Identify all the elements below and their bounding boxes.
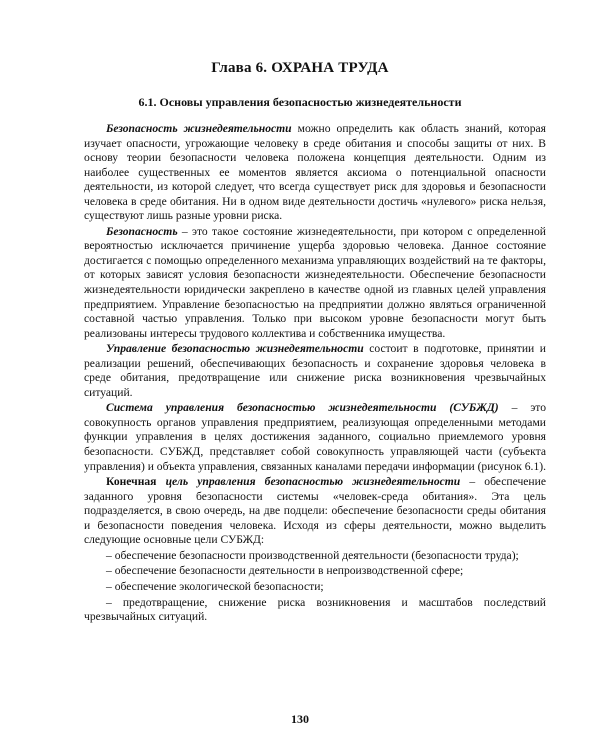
- paragraph-3: [84, 342, 546, 400]
- paragraph-5-lead: Конечная: [106, 475, 166, 489]
- paragraph-2: [84, 225, 546, 341]
- list-item: – обеспечение безопасности деятельности в непроизводственной сфере;: [106, 564, 464, 578]
- paragraph-2-text: – это такое состояние жизнедеятельности, при котором с определенной вероятностью исключается причинение ущерба здоровью человека. Данное состояние достигается с помощью определенного механизма управляющих воздействий на те факторы, от которых зависят условия безопасности жизнедеятельности. Обеспечение безопасности жизнедеятельности юридически закреплено в качестве одной из главных целей управления предприятием. Управление безопасностью на предприятии должно являться ограниченной составной частью управления. Только при высоком уровне безопасности могут быть реализованы интересы трудового коллектива и собственника имущества.: [84, 224, 546, 340]
- section-title: 6.1. Основы управления безопасностью жизнедеятельности: [138, 95, 462, 109]
- term-safety: Безопасность: [106, 224, 178, 238]
- paragraph-4: [84, 401, 546, 474]
- page-number: 130: [291, 712, 309, 726]
- term-life-safety: Безопасность жизнедеятельности: [106, 122, 292, 135]
- paragraph-5: [84, 475, 546, 548]
- paragraph-1: [84, 122, 546, 224]
- list-item: – предотвращение, снижение риска возникновения и масштабов последствий чрезвычайных ситуаций.: [84, 595, 546, 624]
- chapter-title: Глава 6. ОХРАНА ТРУДА: [211, 60, 389, 76]
- list-item: – обеспечение экологической безопасности;: [106, 579, 324, 593]
- body-text: [84, 122, 546, 626]
- paragraph-1-text: можно определить как область знаний, которая изучает опасности, угрожающие человеку в среде обитания и способы защиты от них. В основу теории безопасности человека положена концепция деятельности. Одним из наиболее существенных ее моментов является аксиома о потенциальной опасности деятельности, из которой следует, что всегда существует риск для здоровья и безопасности человека в среде обитания. Ни в одном виде деятельности достичь «нулевого» риска нельзя, существуют лишь разные уровни риска.: [84, 122, 546, 223]
- term-management-goal: цель управления безопасностью жизнедеятельности: [165, 475, 461, 489]
- term-safety-management: Управление безопасностью жизнедеятельности: [106, 342, 364, 356]
- paragraph-5-text: – обеспечение заданного уровня безопасности системы «человек-среда обитания». Эта цель подразделяется, в свою очередь, на две подцели: обеспечение безопасности среды обитания и безопасности поведения человека. Исходя из сферы деятельности, можно выделить следующие основные цели СУБЖД:: [84, 475, 546, 547]
- term-subzhd: Система управления безопасностью жизнедеятельности (СУБЖД): [106, 401, 499, 415]
- paragraph-3-text: состоит в подготовке, принятии и реализации решений, обеспечивающих безопасность и сохранение здоровья человека в среде обитания, предотвращение или снижение риска возникновения чрезвычайных ситуаций.: [84, 342, 547, 399]
- paragraph-4-text: – это совокупность органов управления предприятием, реализующая определенными методами функции управления в целях достижения заданного, социально приемлемого уровня безопасности. СУБЖД, представляет собой совокупность управляющей части (субъекта управления) и объекта управления, связанных каналами передачи информации (рисунок 6.1).: [84, 401, 547, 473]
- list-item: – обеспечение безопасности производственной деятельности (безопасности труда);: [106, 548, 519, 562]
